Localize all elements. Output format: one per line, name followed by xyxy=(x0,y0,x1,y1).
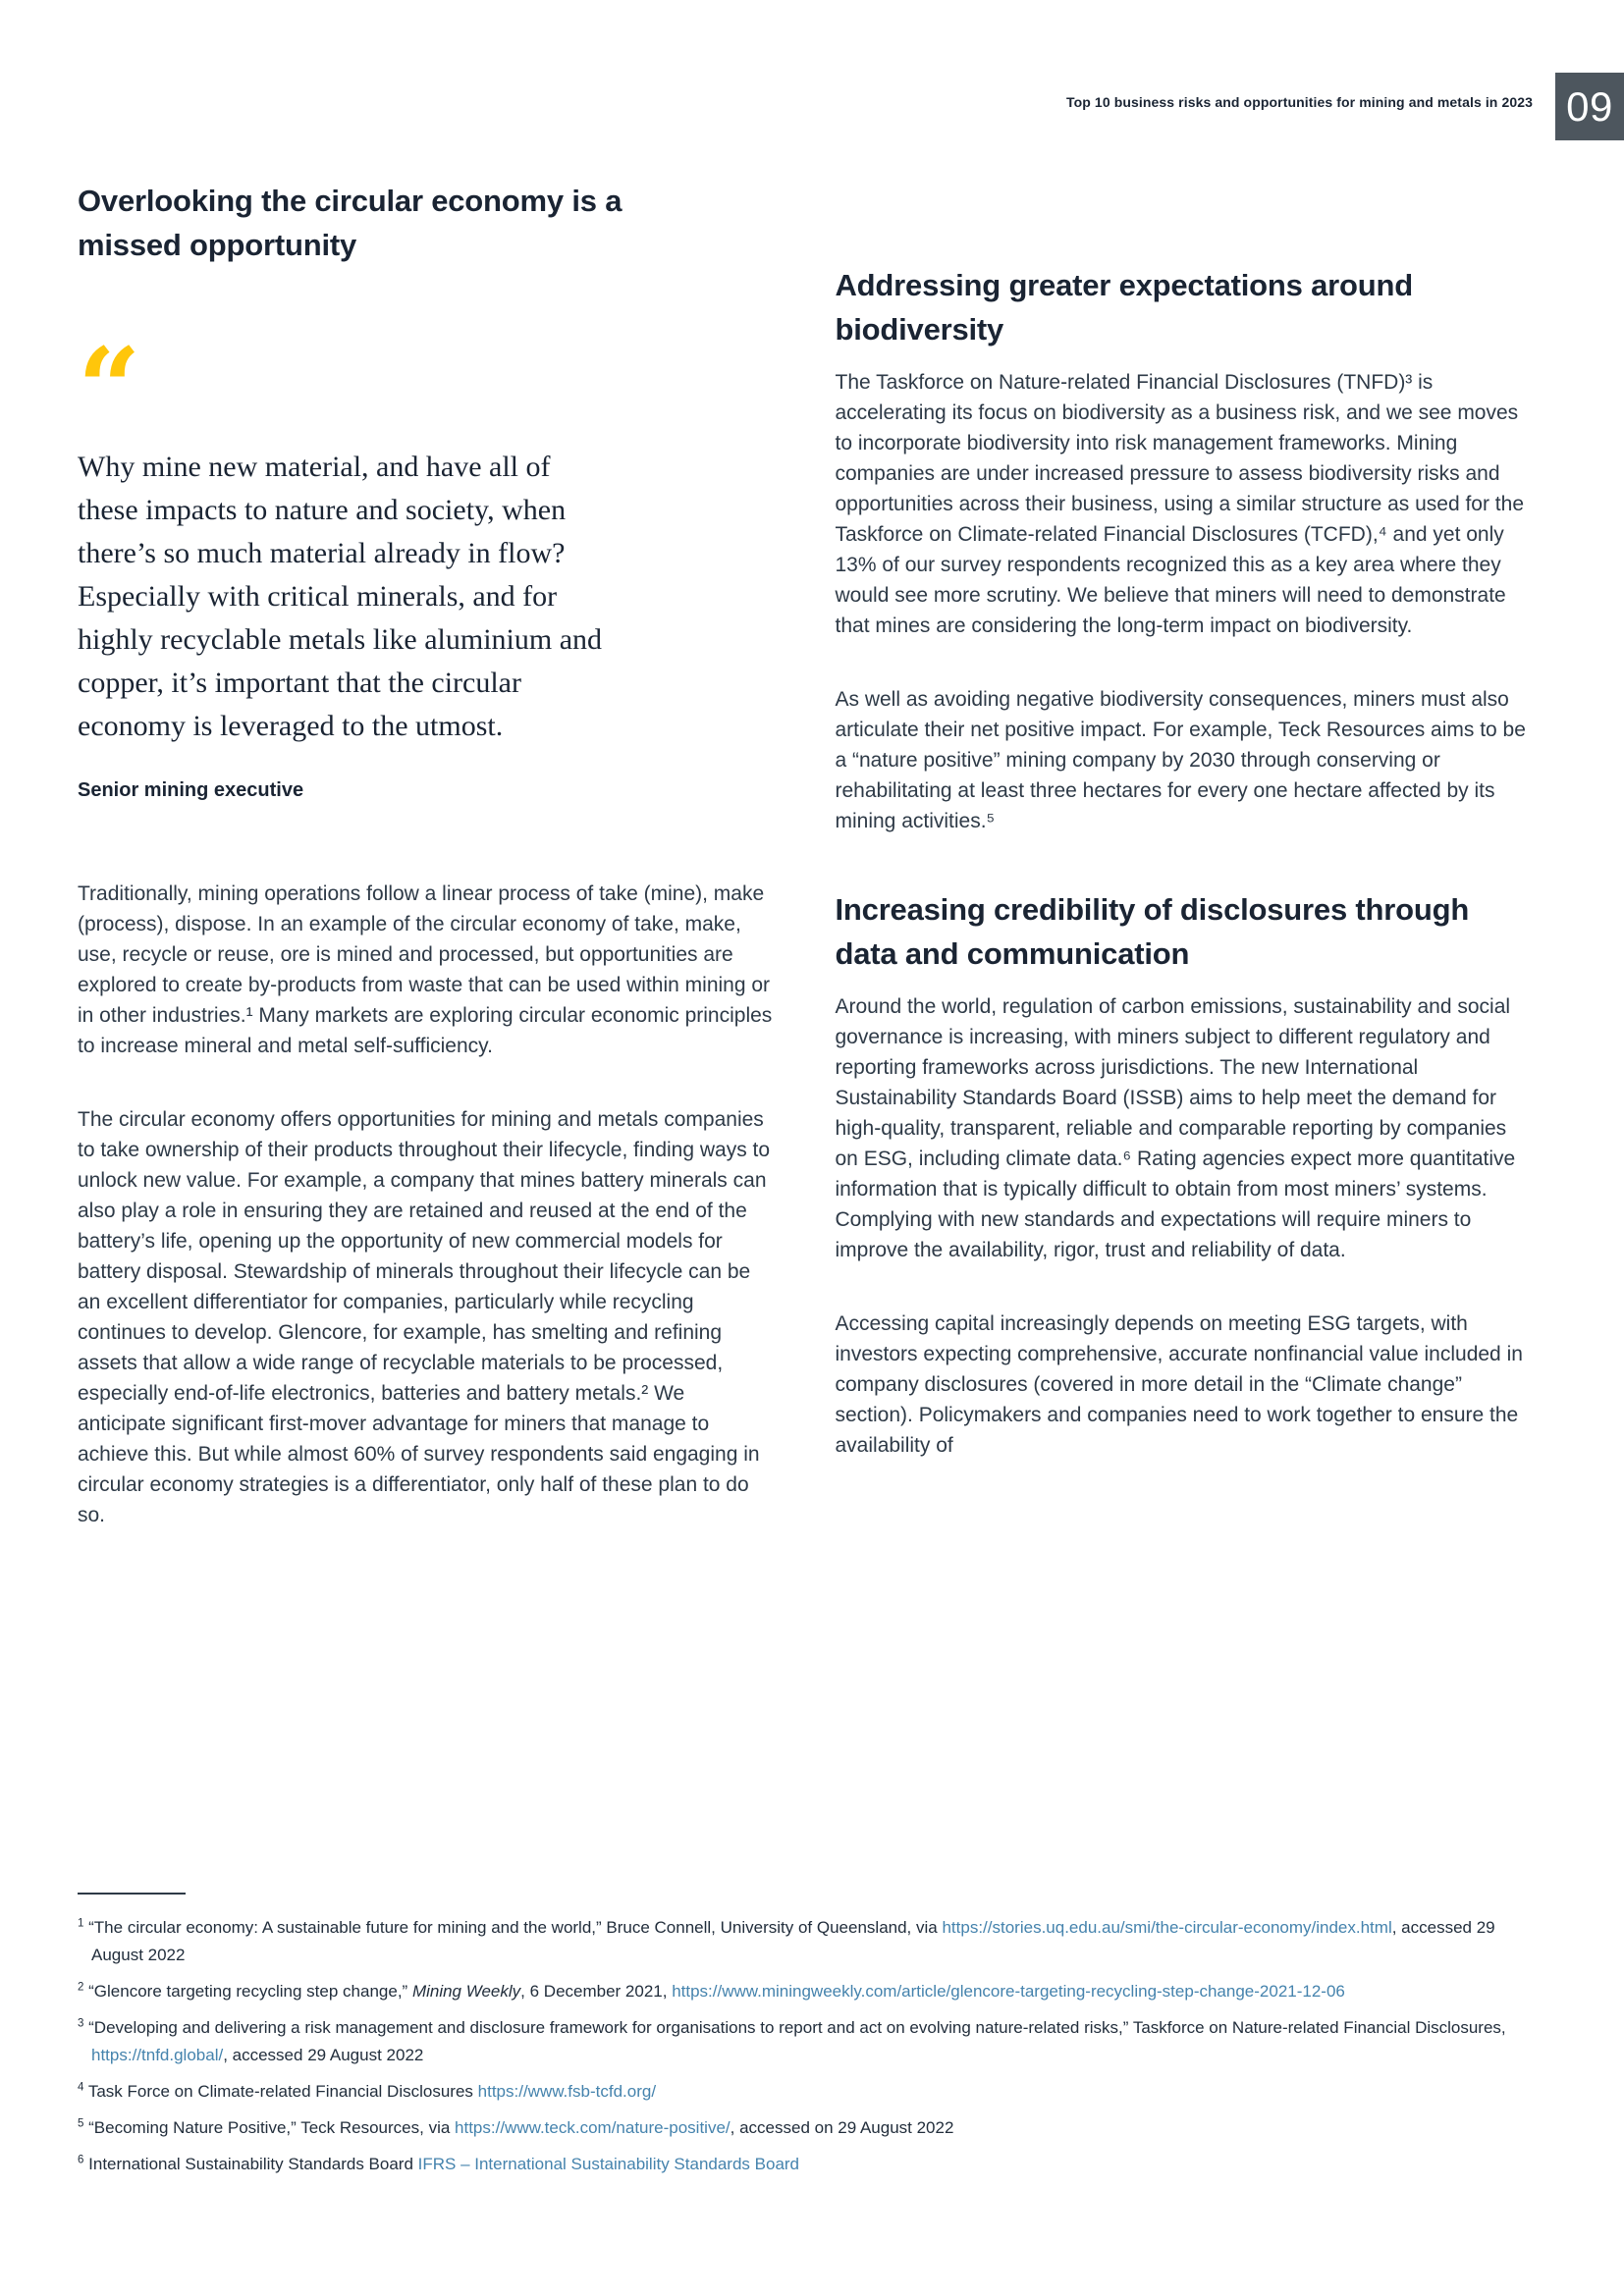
footnote-text: “Developing and delivering a risk management and disclosure framework for organisations to report and act on evolving nature-related risks,” Taskforce on Nature-related Financial Disclosures, xyxy=(88,2018,1506,2037)
body-paragraph: Traditionally, mining operations follow a linear process of take (mine), make (process), dispose. In an example of the circular economy of take, make, use, recycle or reuse, ore is mined and processed, but opportunities are explored to create by-products from waste that can be used within mining or in other industries.¹ Many markets are exploring circular economic principles to increase mineral and metal self-sufficiency. xyxy=(78,882,773,1057)
footnote-marker: 5 xyxy=(78,2117,84,2130)
footnote-text: “Becoming Nature Positive,” Teck Resources, via xyxy=(88,2118,456,2137)
footnote-item xyxy=(78,1914,1531,1969)
right-column xyxy=(836,0,1546,1530)
footnote-item xyxy=(78,2114,1531,2142)
footnote-item xyxy=(78,2078,1531,2106)
body-paragraph: Around the world, regulation of carbon emissions, sustainability and social governance is increasing, with miners subject to different regulatory and reporting frameworks across jurisdictions. The new International Sustainability Standards Board (ISSB) aims to help meet the demand for high-quality, transparent, reliable and comparable reporting by companies on ESG, including climate data.⁶ Rating agencies expect more quantitative information that is typically difficult to obtain from most miners’ systems. Complying with new standards and expectations will require miners to improve the availability, rigor, trust and reliability of data. xyxy=(835,995,1516,1261)
footnotes-section xyxy=(78,1893,1531,2187)
footnote-marker: 4 xyxy=(78,2081,84,2094)
footnote-marker: 3 xyxy=(78,2017,84,2030)
footnote-text: Task Force on Climate-related Financial Disclosures xyxy=(87,2082,478,2101)
footnote-marker: 6 xyxy=(78,2154,84,2166)
quote-attribution: Senior mining executive xyxy=(78,779,304,801)
footnote-text: , accessed on 29 August 2022 xyxy=(730,2118,954,2137)
body-paragraph: The circular economy offers opportunities for mining and metals companies to take ownership of their products throughout their lifecycle, finding ways to unlock new value. For example, a company that mines battery minerals can also play a role in ensuring they are retained and reused at the end of the battery’s life, opening up the opportunity of new commercial models for battery disposal. Stewardship of minerals throughout their lifecycle can be an excellent differentiator for companies, particularly while recycling continues to develop. Glencore, for example, has smelting and refining assets that allow a wide range of recyclable materials to be processed, especially end-of-life electronics, batteries and battery metals.² We anticipate significant first-mover advantage for miners that manage to achieve this. But while almost 60% of survey respondents said engaging in circular economy strategies is a differentiator, only half of these plan to do so. xyxy=(78,1108,771,1526)
footnote-link[interactable]: https://www.fsb-tcfd.org/ xyxy=(477,2082,657,2101)
section-heading-biodiversity: Addressing greater expectations around biodiversity xyxy=(835,268,1413,347)
pull-quote: Why mine new material, and have all of these impacts to nature and society, when there’s so much material already in flow? Especially with critical minerals, and for highly recyclable metals like aluminium and copper, it’s important that the circular economy is leveraged to the utmost. xyxy=(78,451,603,742)
footnote-link[interactable]: IFRS – International Sustainability Standards Board xyxy=(417,2155,800,2173)
body-paragraph: As well as avoiding negative biodiversity consequences, miners must also articulate their net positive impact. For example, Teck Resources aims to be a “nature positive” mining company by 2030 through conserving or rehabilitating at least three hectares for every one hectare affected by its mining activities.⁵ xyxy=(835,688,1526,832)
footnote-divider xyxy=(78,1893,186,1895)
section-heading-circular-economy: Overlooking the circular economy is a missed opportunity xyxy=(78,184,623,262)
footnote-marker: 1 xyxy=(78,1917,84,1930)
page-number: 09 xyxy=(1566,82,1613,130)
running-header-title: Top 10 business risks and opportunities for mining and metals in 2023 xyxy=(1066,94,1533,110)
body-paragraph: The Taskforce on Nature-related Financial Disclosures (TNFD)³ is accelerating its focus on biodiversity as a business risk, and we see moves to incorporate biodiversity into risk management frameworks. Mining companies are under increased pressure to assess biodiversity risks and opportunities across their business, using a similar structure as used for the Taskforce on Climate-related Financial Disclosures (TCFD),⁴ and yet only 13% of our survey respondents recognized this as a key area where they would see more scrutiny. We believe that miners will need to demonstrate that mines are considering the long-term impact on biodiversity. xyxy=(835,371,1525,637)
footnote-link[interactable]: https://tnfd.global/ xyxy=(91,2046,224,2064)
content-columns xyxy=(78,0,1545,1530)
footnote-text-italic: Mining Weekly xyxy=(411,1982,521,2001)
footnote-text: International Sustainability Standards Board xyxy=(88,2155,418,2173)
footnote-text: , accessed 29 August 2022 xyxy=(91,1918,1495,1964)
footnote-list xyxy=(78,1914,1531,2178)
footnote-text: , accessed 29 August 2022 xyxy=(223,2046,424,2064)
footnote-item xyxy=(78,1978,1531,2005)
footnote-item xyxy=(78,2151,1531,2178)
footnote-link[interactable]: https://www.miningweekly.com/article/glencore-targeting-recycling-step-change-2021-12-06 xyxy=(672,1982,1345,2001)
page-number-badge xyxy=(1555,73,1624,140)
body-paragraph: Accessing capital increasingly depends on meeting ESG targets, with investors expecting comprehensive, accurate nonfinancial value included in company disclosures (covered in more detail in the “Climate change” section). Policymakers and companies need to work together to ensure the availability of xyxy=(835,1312,1523,1457)
footnote-link[interactable]: https://www.teck.com/nature-positive/ xyxy=(455,2118,731,2137)
section-heading-disclosures: Increasing credibility of disclosures through data and communication xyxy=(835,892,1470,971)
footnote-text: “The circular economy: A sustainable future for mining and the world,” Bruce Connell, University of Queensland, via xyxy=(88,1918,943,1937)
footnote-link[interactable]: https://stories.uq.edu.au/smi/the-circular-economy/index.html xyxy=(942,1918,1392,1937)
footnote-text: , 6 December 2021, xyxy=(520,1982,673,2001)
left-column xyxy=(78,0,788,1530)
footnote-text: “Glencore targeting recycling step change,” xyxy=(88,1982,412,2001)
footnote-marker: 2 xyxy=(78,1981,84,1994)
quote-icon: “ xyxy=(78,325,141,454)
footnote-item xyxy=(78,2014,1531,2069)
